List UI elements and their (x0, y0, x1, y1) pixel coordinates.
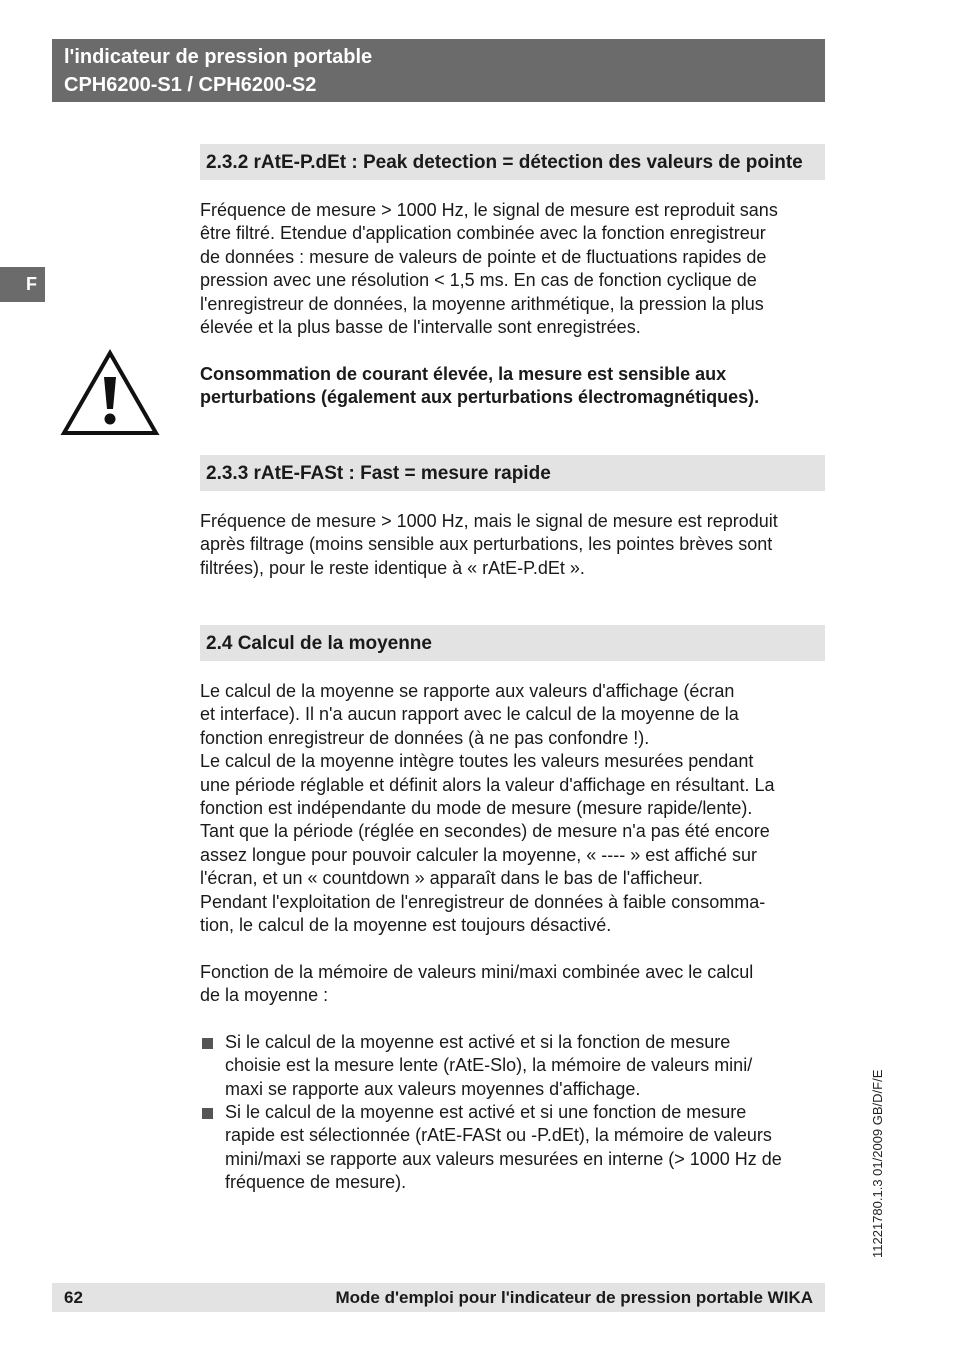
paragraph-2-3-2 (200, 199, 830, 339)
text-line: une période réglable et définit alors la valeur d'affichage en résultant. La (200, 774, 775, 795)
section-heading-2-4: 2.4 Calcul de la moyenne (200, 625, 825, 661)
text-line: l'enregistreur de données, la moyenne arithmétique, la pression la plus (200, 293, 764, 314)
text-line: être filtré. Etendue d'application combinée avec la fonction enregistreur (200, 223, 766, 244)
text-line: choisie est la mesure lente (rAtE-Slo), la mémoire de valeurs mini/ (225, 1055, 753, 1076)
text-line: maxi se rapporte aux valeurs moyennes d'affichage. (225, 1078, 641, 1099)
text-line: fonction est indépendante du mode de mesure (mesure rapide/lente). (200, 798, 753, 819)
square-bullet-icon (202, 1108, 213, 1119)
text-line: Si le calcul de la moyenne est activé et si la fonction de mesure (225, 1032, 731, 1052)
document-header (52, 39, 825, 102)
text-line: Le calcul de la moyenne se rapporte aux valeurs d'affichage (écran (200, 681, 735, 701)
text-line: Fonction de la mémoire de valeurs mini/maxi combinée avec le calcul (200, 962, 754, 982)
text-line: assez longue pour pouvoir calculer la moyenne, « ---- » est affiché sur (200, 844, 757, 865)
page-footer (52, 1283, 825, 1312)
page-number: 62 (64, 1288, 83, 1307)
document-reference (870, 1069, 954, 1258)
text-line: Pendant l'exploitation de l'enregistreur de données à faible consomma- (200, 891, 766, 912)
text-line: Fréquence de mesure > 1000 Hz, le signal de mesure est reproduit sans (200, 200, 778, 220)
text-line: fonction enregistreur de données (à ne pas confondre !). (200, 727, 650, 748)
paragraph-2-4 (200, 680, 830, 937)
text-line: élevée et la plus basse de l'intervalle sont enregistrées. (200, 317, 641, 338)
text-line: l'écran, et un « countdown » apparaît dans le bas de l'afficheur. (200, 868, 703, 889)
header-title-line1: l'indicateur de pression portable (64, 46, 373, 68)
square-bullet-icon (202, 1038, 213, 1049)
section-heading-2-3-3: 2.3.3 rAtE-FASt : Fast = mesure rapide (200, 455, 825, 491)
language-tab: F (0, 267, 45, 302)
text-line: Fréquence de mesure > 1000 Hz, mais le signal de mesure est reproduit (200, 511, 778, 531)
text-line: tion, le calcul de la moyenne est toujours désactivé. (200, 915, 612, 936)
paragraph-min-max-intro (200, 961, 830, 1008)
text-line: Le calcul de la moyenne intègre toutes les valeurs mesurées pendant (200, 751, 754, 772)
warning-triangle-icon (60, 349, 160, 437)
text-line: fréquence de mesure). (225, 1172, 407, 1193)
reference-text: 11221780.1.3 01/2009 GB/D/F/E (870, 1069, 885, 1258)
text-line: pression avec une résolution < 1,5 ms. En cas de fonction cyclique de (200, 270, 757, 291)
text-line: Tant que la période (réglée en secondes) de mesure n'a pas été encore (200, 821, 770, 842)
text-line: après filtrage (moins sensible aux perturbations, les pointes brèves sont (200, 534, 773, 555)
text-line: mini/maxi se rapporte aux valeurs mesurées en interne (> 1000 Hz de (225, 1148, 782, 1169)
text-line: filtrées), pour le reste identique à « rAtE-P.dEt ». (200, 557, 585, 578)
text-line: de données : mesure de valeurs de pointe et de fluctuations rapides de (200, 246, 767, 267)
warning-text (200, 363, 830, 410)
text-line: perturbations (également aux perturbations électromagnétiques). (200, 387, 760, 408)
text-line: et interface). Il n'a aucun rapport avec le calcul de la moyenne de la (200, 704, 739, 725)
text-line: rapide est sélectionnée (rAtE-FASt ou -P.dEt), la mémoire de valeurs (225, 1125, 772, 1146)
header-title-line2: CPH6200-S1 / CPH6200-S2 (64, 74, 317, 96)
text-line: Consommation de courant élevée, la mesure est sensible aux (200, 364, 727, 384)
text-line: Si le calcul de la moyenne est activé et si une fonction de mesure (225, 1102, 747, 1122)
section-heading-2-3-2: 2.3.2 rAtE-P.dEt : Peak detection = détection des valeurs de pointe (200, 144, 825, 180)
paragraph-2-3-3 (200, 510, 830, 580)
text-line: de la moyenne : (200, 985, 329, 1006)
footer-title: Mode d'emploi pour l'indicateur de pression portable WIKA (335, 1288, 813, 1307)
